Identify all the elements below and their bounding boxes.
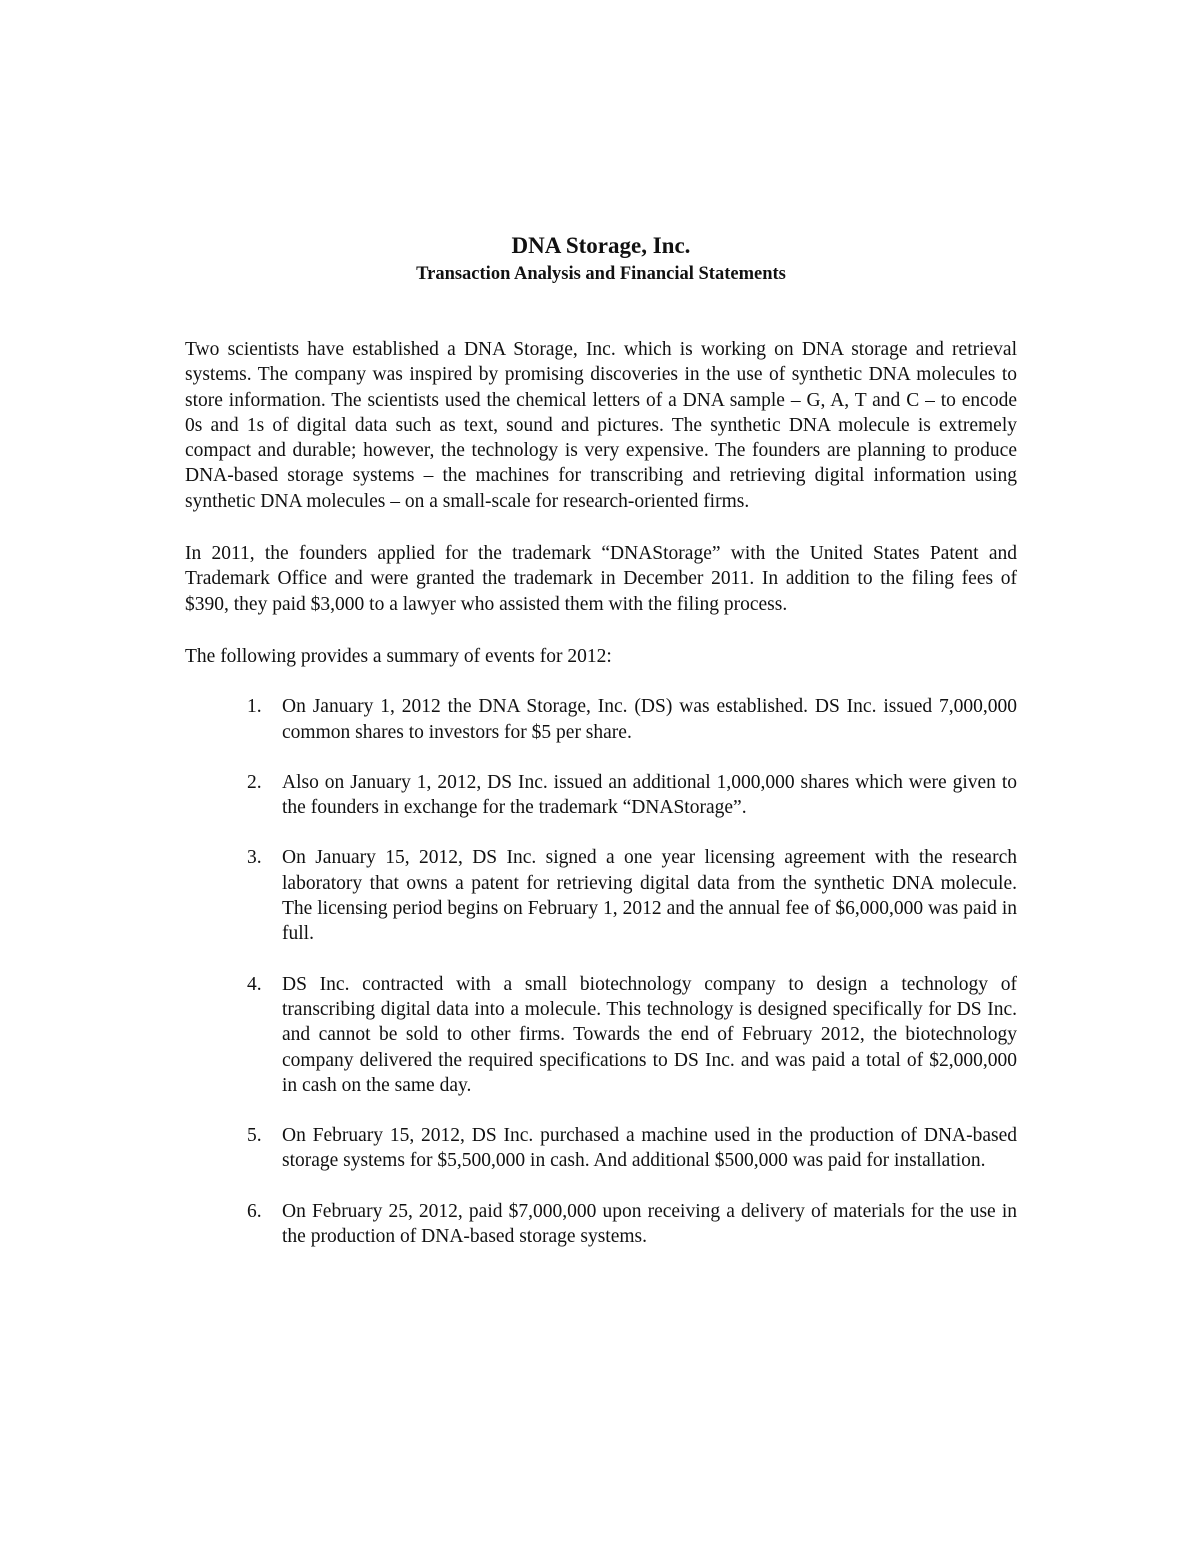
- document-subtitle: Transaction Analysis and Financial Statements: [416, 264, 786, 284]
- event-number: 2.: [247, 771, 262, 793]
- event-item-3: [185, 845, 1017, 946]
- event-item-5: [185, 1123, 1017, 1174]
- event-text: Also on January 1, 2012, DS Inc. issued an additional 1,000,000 shares which were given to the founders in exchange for the trademark “DNAStorage”.: [282, 771, 1017, 819]
- intro-paragraph: Two scientists have established a DNA Storage, Inc. which is working on DNA storage and retrieval systems. The company was inspired by promising discoveries in the use of synthetic DNA molecules to store information. The scientists used the chemical letters of a DNA sample – G, A, T and C – to encode 0s and 1s of digital data such as text, sound and pictures. The synthetic DNA molecule is extremely compact and durable; however, the technology is very expensive. The founders are planning to produce DNA-based storage systems – the machines for transcribing and retrieving digital information using synthetic DNA molecules – on a small-scale for research-oriented firms.: [185, 339, 1017, 512]
- event-text: DS Inc. contracted with a small biotechnology company to design a technology of transcribing digital data into a molecule. This technology is designed specifically for DS Inc. and cannot be sold to other firms. Towards the end of February 2012, the biotechnology company delivered the required specifications to DS Inc. and was paid a total of $2,000,000 in cash on the same day.: [282, 973, 1017, 1096]
- events-intro-paragraph: The following provides a summary of events for 2012:: [185, 645, 612, 667]
- event-number: 4.: [247, 973, 262, 995]
- event-number: 3.: [247, 847, 262, 869]
- event-item-6: [185, 1199, 1017, 1250]
- event-text: On February 15, 2012, DS Inc. purchased a machine used in the production of DNA-based storage systems for $5,500,000 in cash. And additional $500,000 was paid for installation.: [282, 1125, 1017, 1172]
- event-number: 6.: [247, 1200, 262, 1222]
- event-number: 5.: [247, 1125, 262, 1147]
- event-text: On February 25, 2012, paid $7,000,000 upon receiving a delivery of materials for the use in the production of DNA-based storage systems.: [282, 1200, 1017, 1248]
- trademark-paragraph: In 2011, the founders applied for the trademark “DNAStorage” with the United States Patent and Trademark Office and were granted the trademark in December 2011. In addition to the filing fees of $390, they paid $3,000 to a lawyer who assisted them with the filing process.: [185, 543, 1017, 615]
- event-number: 1.: [247, 696, 262, 718]
- document-page: [185, 232, 1017, 1274]
- event-text: On January 15, 2012, DS Inc. signed a one year licensing agreement with the research laboratory that owns a patent for retrieving digital data from the synthetic DNA molecule. The licensing period begins on February 1, 2012 and the annual fee of $6,000,000 was paid in full.: [282, 847, 1017, 945]
- event-text: On January 1, 2012 the DNA Storage, Inc. (DS) was established. DS Inc. issued 7,000,000 common shares to investors for $5 per share.: [282, 696, 1017, 743]
- event-item-2: [185, 770, 1017, 821]
- events-list: [185, 694, 1017, 1249]
- document-title: DNA Storage, Inc.: [511, 233, 691, 258]
- event-item-1: [185, 694, 1017, 745]
- event-item-4: [185, 972, 1017, 1098]
